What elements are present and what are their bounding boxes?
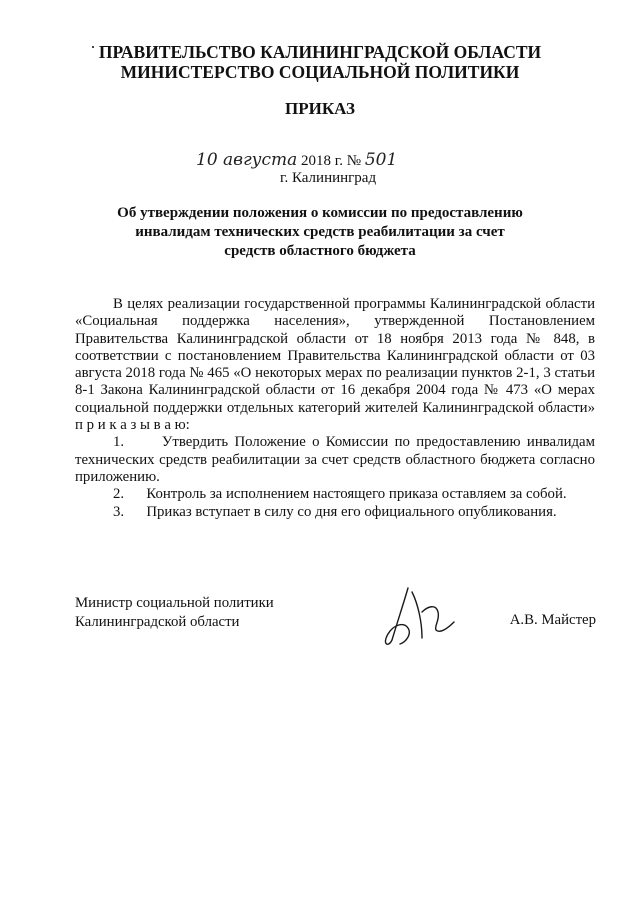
item-text: Приказ вступает в силу со дня его официального опубликования. <box>146 503 557 520</box>
subject-line: инвалидам технических средств реабилитации за счет <box>135 224 505 240</box>
order-body <box>75 296 595 521</box>
item-number: 3. <box>113 503 125 520</box>
order-item-3 <box>75 504 595 521</box>
order-year: 2018 г. № <box>301 153 362 169</box>
order-item-2 <box>75 486 595 503</box>
preamble-paragraph: В целях реализации государственной программы Калининградской области «Социальная поддержка населения», утвержденной Постановлением Правительства Калининградской области от 18 ноября 2013 года № 848, в соответствии с постановлением Правительства Калининградской области от 03 августа 2018 года № 465 «О некоторых мерах по реализации пунктов 2-1, 3 статьи 8-1 Закона Калининградской области от 16 декабря 2004 года № 473 «О мерах социальной поддержки отдельных категорий жителей Калининградской области» п р и к а з ы в а ю: <box>75 296 595 434</box>
signer-name: А.В. Майстер <box>509 612 596 628</box>
item-number: 1. <box>113 434 125 451</box>
government-heading: ПРАВИТЕЛЬСТВО КАЛИНИНГРАДСКОЙ ОБЛАСТИ <box>98 42 542 62</box>
handwritten-signature-icon <box>378 582 458 652</box>
item-text: Утвердить Положение о Комиссии по предоставлению инвалидам технических средств реабилитации за счет средств областного бюджета согласно приложению. <box>75 434 595 485</box>
subject-line: Об утверждении положения о комиссии по предоставлению <box>117 205 523 221</box>
order-subject <box>100 204 540 261</box>
signer-position <box>75 594 274 632</box>
city: г. Калининград <box>280 170 377 186</box>
signer-position-line: Калининградской области <box>75 614 240 630</box>
handwritten-number: 501 <box>364 150 398 170</box>
order-date-line <box>196 150 436 171</box>
order-item-1 <box>75 434 595 486</box>
handwritten-date: 10 августа <box>196 150 298 170</box>
item-text: Контроль за исполнением настоящего приказа оставляем за собой. <box>146 486 567 503</box>
item-number: 2. <box>113 486 125 503</box>
subject-line: средств областного бюджета <box>224 243 416 259</box>
ministry-heading: МИНИСТЕРСТВО СОЦИАЛЬНОЙ ПОЛИТИКИ <box>120 62 520 82</box>
order-title: ПРИКАЗ <box>285 99 355 118</box>
signer-position-line: Министр социальной политики <box>75 595 274 611</box>
